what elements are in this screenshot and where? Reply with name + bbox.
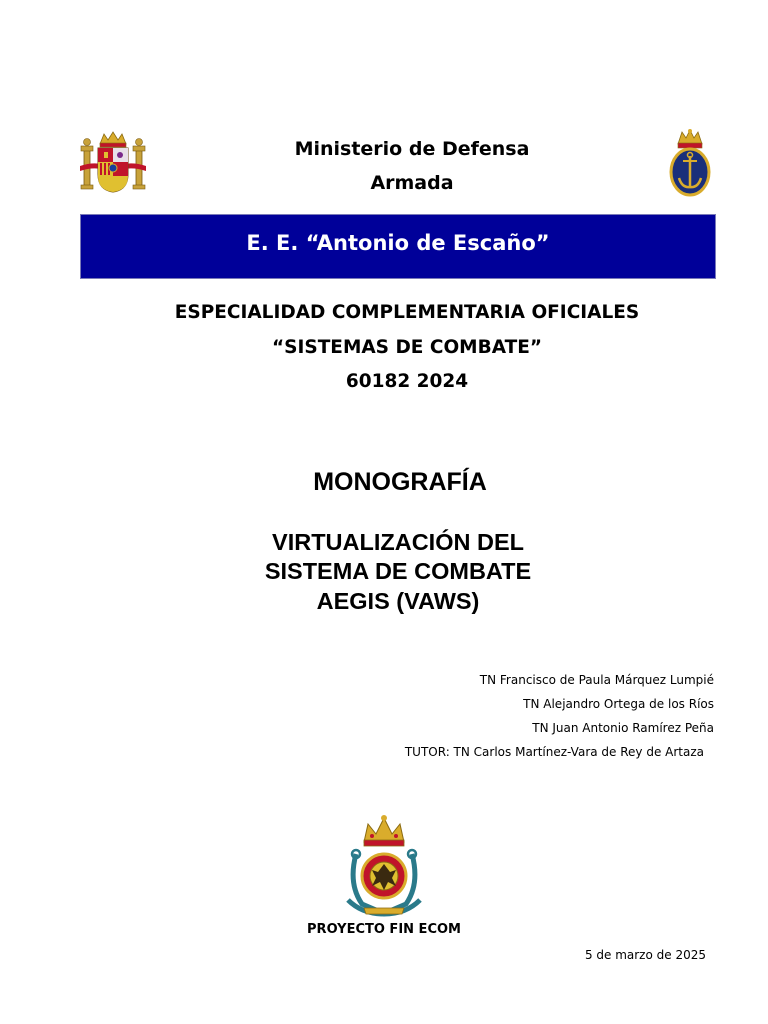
project-label: PROYECTO FIN ECOM [307,922,461,937]
author-name: TN Francisco de Paula Márquez Lumpié [479,673,714,687]
ministry-name: Ministerio de Defensa [294,138,530,160]
school-banner [81,215,715,278]
armada-anchor-emblem-icon [666,128,714,198]
tutor-name: TUTOR: TN Carlos Martínez-Vara de Rey de Artaza [404,745,704,759]
spain-coat-of-arms-icon [78,130,148,196]
author-name: TN Juan Antonio Ramírez Peña [532,721,714,735]
document-title-line-2: SISTEMA DE COMBATE [264,558,532,584]
branch-name: Armada [370,172,454,194]
author-name: TN Alejandro Ortega de los Ríos [523,697,714,711]
specialty-line-2: “SISTEMAS DE COMBATE” [272,337,542,358]
document-date: 5 de marzo de 2025 [584,948,706,962]
document-type: MONOGRAFÍA [313,468,487,496]
document-title-line-1: VIRTUALIZACIÓN DEL [272,529,524,555]
school-name: E. E. “Antonio de Escaño” [246,231,550,255]
combat-systems-emblem-icon [342,814,426,918]
document-title-line-3: AEGIS (VAWS) [316,588,480,614]
specialty-line-3: 60182 2024 [345,371,469,392]
specialty-line-1: ESPECIALIDAD COMPLEMENTARIA OFICIALES [174,302,640,323]
